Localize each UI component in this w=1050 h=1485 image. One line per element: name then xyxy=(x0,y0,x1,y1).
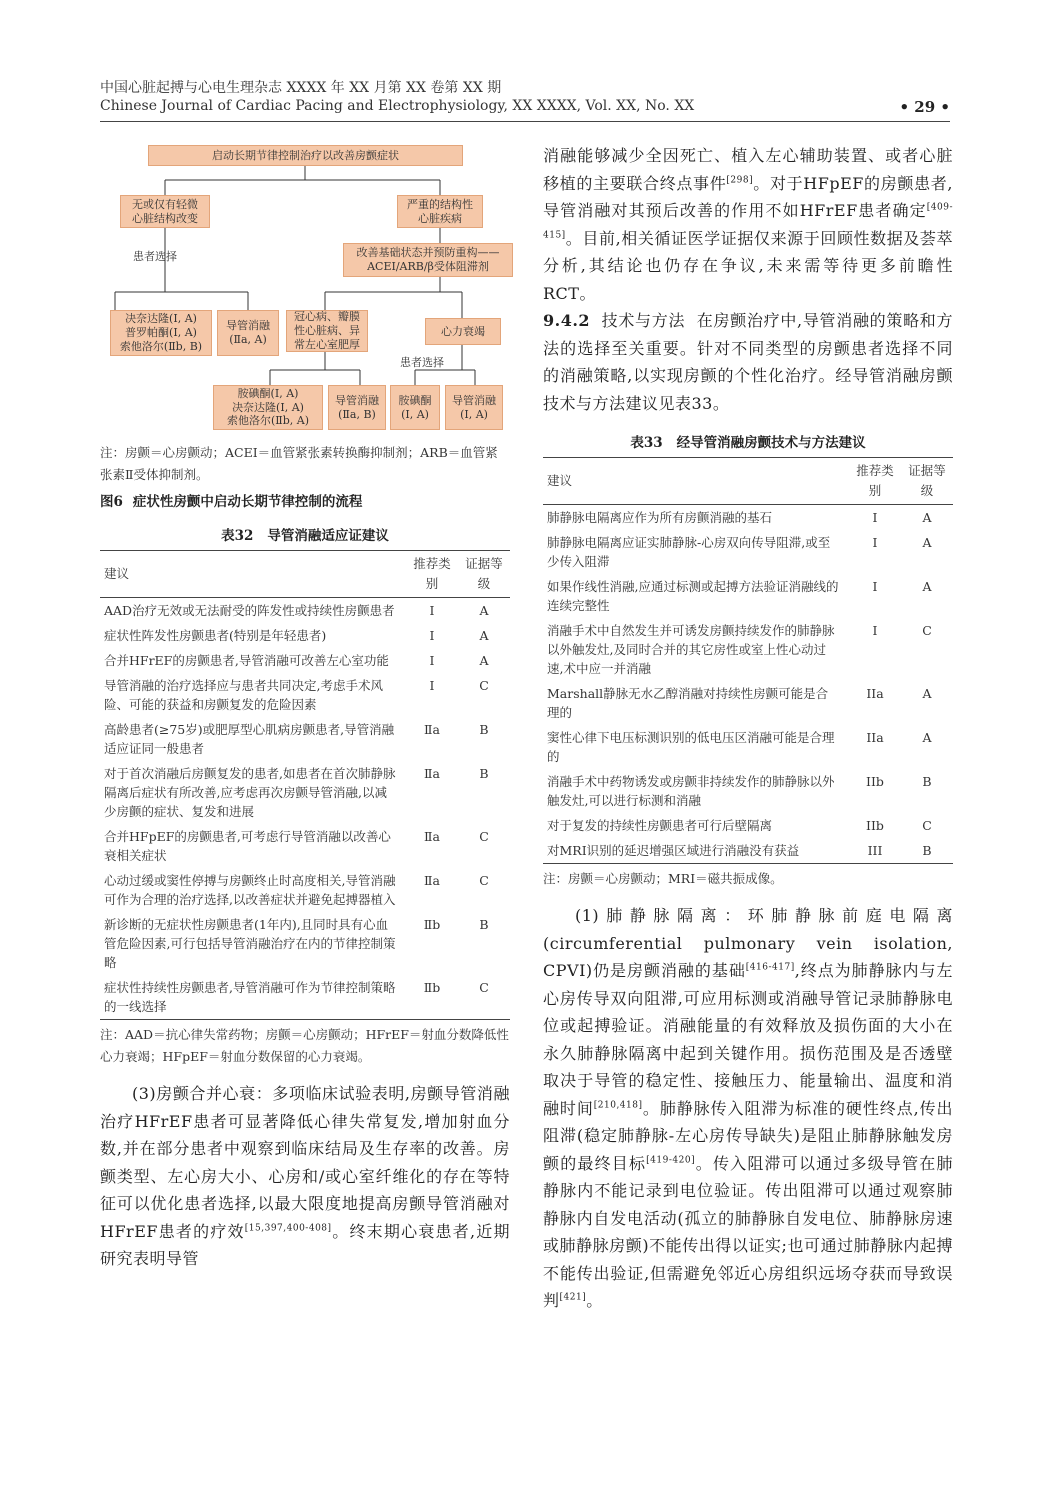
table32-row xyxy=(100,868,510,912)
table33-cell-level: C xyxy=(922,818,932,833)
table32-cell-recommendation: 合并HFrEF的房颤患者,导管消融可改善左心室功能 xyxy=(104,653,389,668)
table32-row xyxy=(100,717,510,761)
table33-cell-recommendation: 如果作线性消融,应通过标测或起搏方法验证消融线的连续完整性 xyxy=(547,579,839,613)
table33-cell-level: A xyxy=(922,686,932,701)
table32-cell-recommendation: 合并HFpEF的房颤患者,可考虑行导管消融以改善心衰相关症状 xyxy=(104,829,391,863)
table33-cell-level: A xyxy=(922,579,932,594)
table32-cell-recommendation: 对于首次消融后房颤复发的患者,如患者在首次肺静脉隔离后症状有所改善,应考虑再次房颤导管消融,以减少房颤的症状、复发和进展 xyxy=(104,766,396,819)
table32-cell-level: A xyxy=(479,628,489,643)
table33-row xyxy=(543,725,953,769)
flow-box-drug-2: 胺碘酮(Ⅰ, A) 决奈达隆(Ⅰ, A) 索他洛尔(Ⅱb, A) xyxy=(213,385,323,430)
table32-cell-recommendation: 新诊断的无症状性房颤患者(1年内),且同时具有心血管危险因素,可行包括导管消融治疗在内的节律控制策略 xyxy=(104,917,396,970)
flow-box-cad: 冠心病、瓣膜 性心脏病、异 常左心室肥厚 xyxy=(286,310,368,352)
table32-cell-class: Ⅱa xyxy=(424,873,440,888)
table33-cell-level: A xyxy=(922,730,932,745)
right-paragraph-1: 消融能够减少全因死亡、植入左心辅助装置、或者心脏移植的主要联合终点事件[298]。对于HFpEF的房颤患者,导管消融对其预后改善的作用不如HFrEF患者确定[409-415]。目前,相关循证医学证据仅来源于回顾性数据及荟萃分析,其结论也仍存在争议,未来需等待更多前瞻性RCT。 xyxy=(543,146,953,303)
flow-box-amio: 胺碘酮 (Ⅰ, A) xyxy=(390,385,440,430)
table33-cell-level: A xyxy=(922,510,932,525)
table32-cell-class: Ⅰ xyxy=(429,653,435,668)
table33-cell-class: I xyxy=(872,535,878,550)
table32-header-class: 推荐类别 xyxy=(406,551,458,598)
table32-cell-recommendation: AAD治疗无效或无法耐受的阵发性或持续性房颤患者 xyxy=(104,603,395,618)
table33-cell-recommendation: 窦性心律下电压标测识别的低电压区消融可能是合理的 xyxy=(547,730,835,764)
table32-row xyxy=(100,648,510,673)
table32-caption: 表32 导管消融适应证建议 xyxy=(221,528,389,544)
table32-cell-class: Ⅰ xyxy=(429,678,435,693)
table32-row xyxy=(100,824,510,868)
table32-cell-level: A xyxy=(479,653,489,668)
table33-cell-recommendation: 消融手术中药物诱发或房颤非持续发作的肺静脉以外触发灶,可以进行标测和消融 xyxy=(547,774,835,808)
table33-cell-level: B xyxy=(922,774,932,789)
table32-header-recommendation: 建议 xyxy=(100,551,406,598)
right-paragraph-pvi: (1)肺静脉隔离：环肺静脉前庭电隔离(circumferential pulmonary vein isolation, CPVI)仍是房颤消融的基础[416-417],终点为肺静脉内与左心房传导双向阻滞,可应用标测或消融导管记录肺静脉电位或起搏验证。消融能量的有效释放及损伤面的大小在永久肺静脉隔离中起到关键作用。损伤范围及是否透壁取决于导管的稳定性、接触压力、能量输出、温度和消融时间[210,418]。肺静脉传入阻滞为标准的硬性终点,传出阻滞(稳定肺静脉-左心房传导缺失)是阻止肺静脉触发房颤的最终目标[419-420]。传入阻滞可以通过多级导管在肺静脉内不能记录到电位验证。传出阻滞可以通过观察肺静脉内自发电活动(孤立的肺静脉自发电位、肺静脉房速或肺静脉房颤)不能传出得以证实;也可通过肺静脉内起搏不能传出验证,但需避免邻近心房组织远场夺获而导致误判[421]。 xyxy=(543,906,953,1310)
table33-cell-class: I xyxy=(872,579,878,594)
table33-row xyxy=(543,618,953,681)
table32-row xyxy=(100,761,510,824)
table33-row xyxy=(543,574,953,618)
table32-cell-level: C xyxy=(479,678,489,693)
table33-cell-class: I xyxy=(872,510,878,525)
figure-caption: 图6 症状性房颤中启动长期节律控制的流程 xyxy=(100,494,363,510)
flowchart xyxy=(100,140,510,430)
table33-cell-recommendation: 消融手术中自然发生并可诱发房颤持续发作的肺静脉以外触发灶,及同时合并的其它房性或室上性心动过速,术中应一并消融 xyxy=(547,623,835,676)
table32-cell-level: B xyxy=(479,917,489,932)
table33-cell-class: IIa xyxy=(866,730,884,745)
table32-cell-recommendation: 高龄患者(≥75岁)或肥厚型心肌病房颤患者,导管消融适应证同一般患者 xyxy=(104,722,395,756)
table32-row xyxy=(100,975,510,1020)
table32-cell-recommendation: 心动过缓或窦性停搏与房颤终止时高度相关,导管消融可作为合理的治疗选择,以改善症状并避免起搏器植入 xyxy=(104,873,396,907)
flow-label-patient-select-2: 患者选择 xyxy=(400,356,444,369)
table33-cell-recommendation: Marshall静脉无水乙醇消融对持续性房颤可能是合理的 xyxy=(547,686,829,720)
table32-cell-level: C xyxy=(479,829,489,844)
table33-cell-level: C xyxy=(922,623,932,638)
table32-row xyxy=(100,598,510,624)
table32-cell-class: Ⅱb xyxy=(423,917,441,932)
left-column xyxy=(100,140,510,1273)
table32-cell-class: Ⅱb xyxy=(406,975,458,1020)
journal-title-cn: 中国心脏起搏与心电生理杂志 XXXX 年 XX 月第 XX 卷第 XX 期 xyxy=(100,80,502,96)
table32-cell-level: B xyxy=(479,766,489,781)
right-paragraph-2: 9.4.2 技术与方法 在房颤治疗中,导管消融的策略和方法的选择至关重要。针对不同类型的房颤患者选择不同的消融策略,以实现房颤的个性化治疗。经导管消融房颤技术与方法建议见表33。 xyxy=(543,311,953,413)
table33-body xyxy=(543,505,953,864)
flow-box-mild: 无或仅有轻微 心脏结构改变 xyxy=(120,195,210,228)
table33-cell-level: B xyxy=(901,838,953,864)
flow-box-severe: 严重的结构性 心脏疾病 xyxy=(397,195,483,228)
flow-box-ablate-1: 导管消融 (Ⅱa, A) xyxy=(217,310,279,356)
table32-cell-level: B xyxy=(479,722,489,737)
table32-cell-recommendation: 导管消融的治疗选择应与患者共同决定,考虑手术风险、可能的获益和房颤复发的危险因素 xyxy=(104,678,383,712)
table33-cell-recommendation: 对于复发的持续性房颤患者可行后壁隔离 xyxy=(547,818,773,833)
figure-note: 注：房颤＝心房颤动；ACEI＝血管紧张素转换酶抑制剂；ARB＝血管紧张素Ⅱ受体抑制剂。 xyxy=(100,445,498,482)
header-rule xyxy=(100,121,950,122)
right-column xyxy=(543,142,953,1315)
table33-cell-class: IIb xyxy=(866,818,884,833)
table32-cell-class: Ⅱa xyxy=(424,766,440,781)
table33-row xyxy=(543,530,953,574)
flow-box-drug-1: 决奈达隆(Ⅰ, A) 普罗帕酮(Ⅰ, A) 索他洛尔(Ⅱb, B) xyxy=(110,310,212,356)
table33-cell-class: IIa xyxy=(866,686,884,701)
table33-header-class: 推荐类别 xyxy=(849,458,901,505)
table33-row xyxy=(543,769,953,813)
table32-cell-level: C xyxy=(458,975,510,1020)
table32-cell-recommendation: 症状性持续性房颤患者,导管消融可作为节律控制策略的一线选择 xyxy=(100,975,406,1020)
flow-box-start: 启动长期节律控制治疗以改善房颤症状 xyxy=(148,145,463,166)
table33-cell-class: IIb xyxy=(866,774,884,789)
table33-header-recommendation: 建议 xyxy=(543,458,849,505)
table33-note: 注：房颤＝心房颤动；MRI＝磁共振成像。 xyxy=(543,871,783,886)
journal-title-en: Chinese Journal of Cardiac Pacing and Electrophysiology, XX XXXX, Vol. XX, No. XX xyxy=(100,98,695,114)
table32 xyxy=(100,550,510,1020)
table32-body xyxy=(100,598,510,1020)
table33-row xyxy=(543,838,953,864)
table32-cell-class: Ⅱa xyxy=(424,829,440,844)
table32-cell-level: A xyxy=(479,603,489,618)
flow-box-ablate-2: 导管消融 (Ⅱa, B) xyxy=(328,385,386,430)
table32-row xyxy=(100,673,510,717)
flow-box-ablate-3: 导管消融 (Ⅰ, A) xyxy=(445,385,503,430)
table32-header-level: 证据等级 xyxy=(458,551,510,598)
table32-row xyxy=(100,623,510,648)
page-number: • 29 • xyxy=(899,98,950,116)
table32-note: 注：AAD＝抗心律失常药物；房颤＝心房颤动；HFrEF＝射血分数降低性心力衰竭；HFpEF＝射血分数保留的心力衰竭。 xyxy=(100,1027,509,1064)
table33-row xyxy=(543,505,953,531)
table33-row xyxy=(543,681,953,725)
table32-cell-class: Ⅰ xyxy=(429,628,435,643)
section-title: 技术与方法 xyxy=(601,311,686,330)
table33-header-level: 证据等级 xyxy=(901,458,953,505)
table32-cell-recommendation: 症状性阵发性房颤患者(特别是年轻患者) xyxy=(104,628,327,643)
table32-cell-level: C xyxy=(479,873,489,888)
table32-cell-class: Ⅱa xyxy=(424,722,440,737)
table33-cell-recommendation: 肺静脉电隔离应证实肺静脉-心房双向传导阻滞,或至少传入阻滞 xyxy=(547,535,831,569)
table33-cell-class: III xyxy=(849,838,901,864)
table33-cell-class: I xyxy=(872,623,878,638)
flow-box-improve: 改善基础状态并预防重构—— ACEI/ARB/β受体阻滞剂 xyxy=(343,243,513,277)
table33-cell-recommendation: 对MRI识别的延迟增强区域进行消融没有获益 xyxy=(543,838,849,864)
table33-row xyxy=(543,813,953,838)
flow-label-patient-select-1: 患者选择 xyxy=(133,250,177,263)
table33-cell-recommendation: 肺静脉电隔离应作为所有房颤消融的基石 xyxy=(547,510,773,525)
table33-cell-level: A xyxy=(922,535,932,550)
flow-box-hf: 心力衰竭 xyxy=(425,318,501,345)
left-paragraph-hf: (3)房颤合并心衰：多项临床试验表明,房颤导管消融治疗HFrEF患者可显著降低心律失常复发,增加射血分数,并在部分患者中观察到临床结局及生存率的改善。房颤类型、左心房大小、心房和/或心室纤维化的存在等特征可以优化患者选择,以最大限度地提高房颤导管消融对HFrEF患者的疗效[15,397,400-408]。终末期心衰患者,近期研究表明导管 xyxy=(100,1084,510,1268)
section-number: 9.4.2 xyxy=(543,311,591,330)
table33 xyxy=(543,457,953,864)
table33-caption: 表33 经导管消融房颤技术与方法建议 xyxy=(630,435,866,451)
table32-cell-class: Ⅰ xyxy=(429,603,435,618)
table32-row xyxy=(100,912,510,975)
